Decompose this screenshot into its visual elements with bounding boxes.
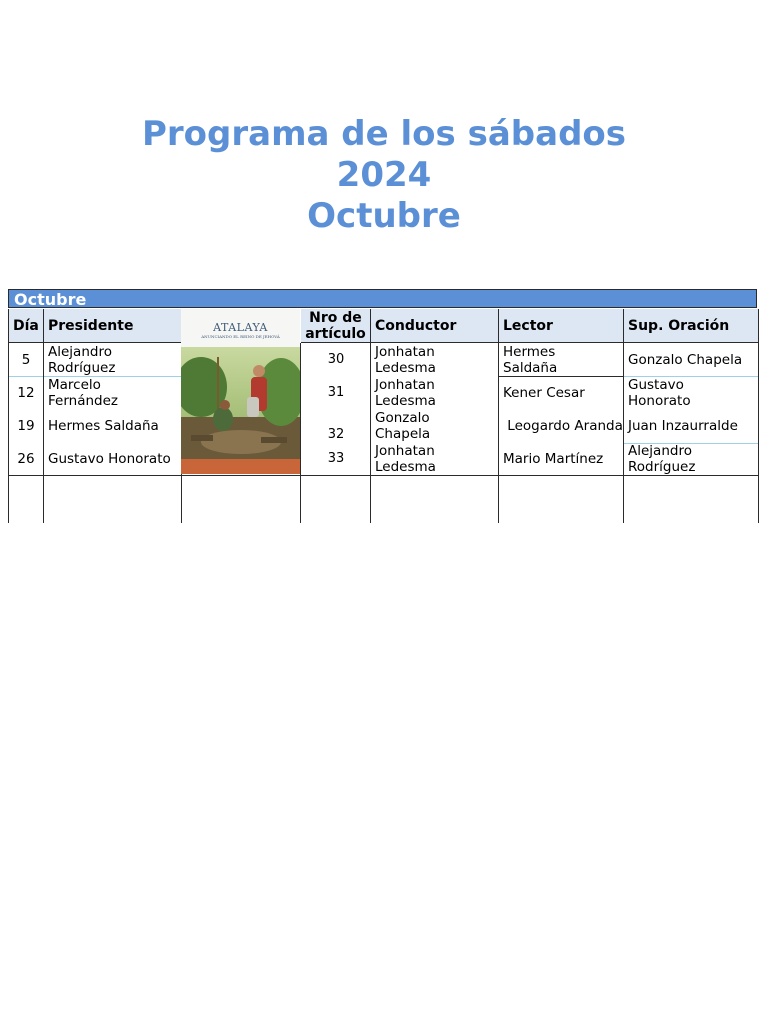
- magazine-cover-image: [181, 309, 300, 474]
- header-lector: Lector: [499, 309, 624, 343]
- header-dia: Día: [8, 309, 44, 343]
- title-line-3: Octubre: [307, 196, 461, 236]
- cell-conductor: Jonhatan Ledesma: [375, 443, 436, 475]
- cover-illustration: [181, 347, 300, 459]
- cell-conductor: Jonhatan Ledesma: [375, 343, 436, 376]
- cell-presidente: Alejandro Rodríguez: [48, 343, 116, 376]
- cell-dia: 12: [17, 385, 35, 401]
- cell-oracion: Gonzalo Chapela: [628, 351, 743, 368]
- cover-band: [181, 459, 300, 474]
- cell-dia: 26: [17, 451, 35, 467]
- header-presidente: Presidente: [44, 309, 182, 343]
- cell-articulo: 30: [327, 351, 345, 367]
- cell-presidente: Gustavo Honorato: [48, 451, 171, 467]
- header-nro-articulo: Nro de artículo: [301, 309, 371, 343]
- cover-title: ATALAYA: [213, 321, 268, 334]
- cell-oracion: Alejandro Rodríguez: [628, 443, 696, 475]
- cell-oracion: Gustavo Honorato: [628, 377, 691, 409]
- page-title: [0, 114, 768, 237]
- cover-subtitle: ANUNCIANDO EL REINO DE JEHOVÁ: [201, 334, 280, 339]
- cell-lector: Kener Cesar: [503, 385, 585, 401]
- cell-presidente: Marcelo Fernández: [48, 377, 118, 409]
- month-header: Octubre: [8, 289, 757, 308]
- title-line-1: Programa de los sábados: [141, 114, 627, 154]
- cell-articulo: 32: [327, 427, 345, 442]
- cell-dia: 19: [17, 418, 35, 434]
- cell-lector: Hermes Saldaña: [503, 343, 558, 376]
- cell-presidente: Hermes Saldaña: [48, 418, 159, 434]
- header-sup-oracion: Sup. Oración: [624, 309, 759, 343]
- title-line-2: 2024: [336, 155, 432, 195]
- cell-conductor: Jonhatan Ledesma: [375, 377, 436, 409]
- cell-lector: Leogardo Aranda: [503, 418, 623, 434]
- cell-conductor: Gonzalo Chapela: [375, 410, 431, 442]
- cell-articulo: 33: [327, 451, 345, 466]
- cell-articulo: 31: [327, 385, 345, 400]
- cell-lector: Mario Martínez: [503, 451, 604, 467]
- schedule-table: [8, 289, 759, 523]
- header-conductor: Conductor: [371, 309, 499, 343]
- cell-dia: 5: [21, 351, 31, 368]
- cell-oracion: Juan Inzaurralde: [628, 418, 738, 434]
